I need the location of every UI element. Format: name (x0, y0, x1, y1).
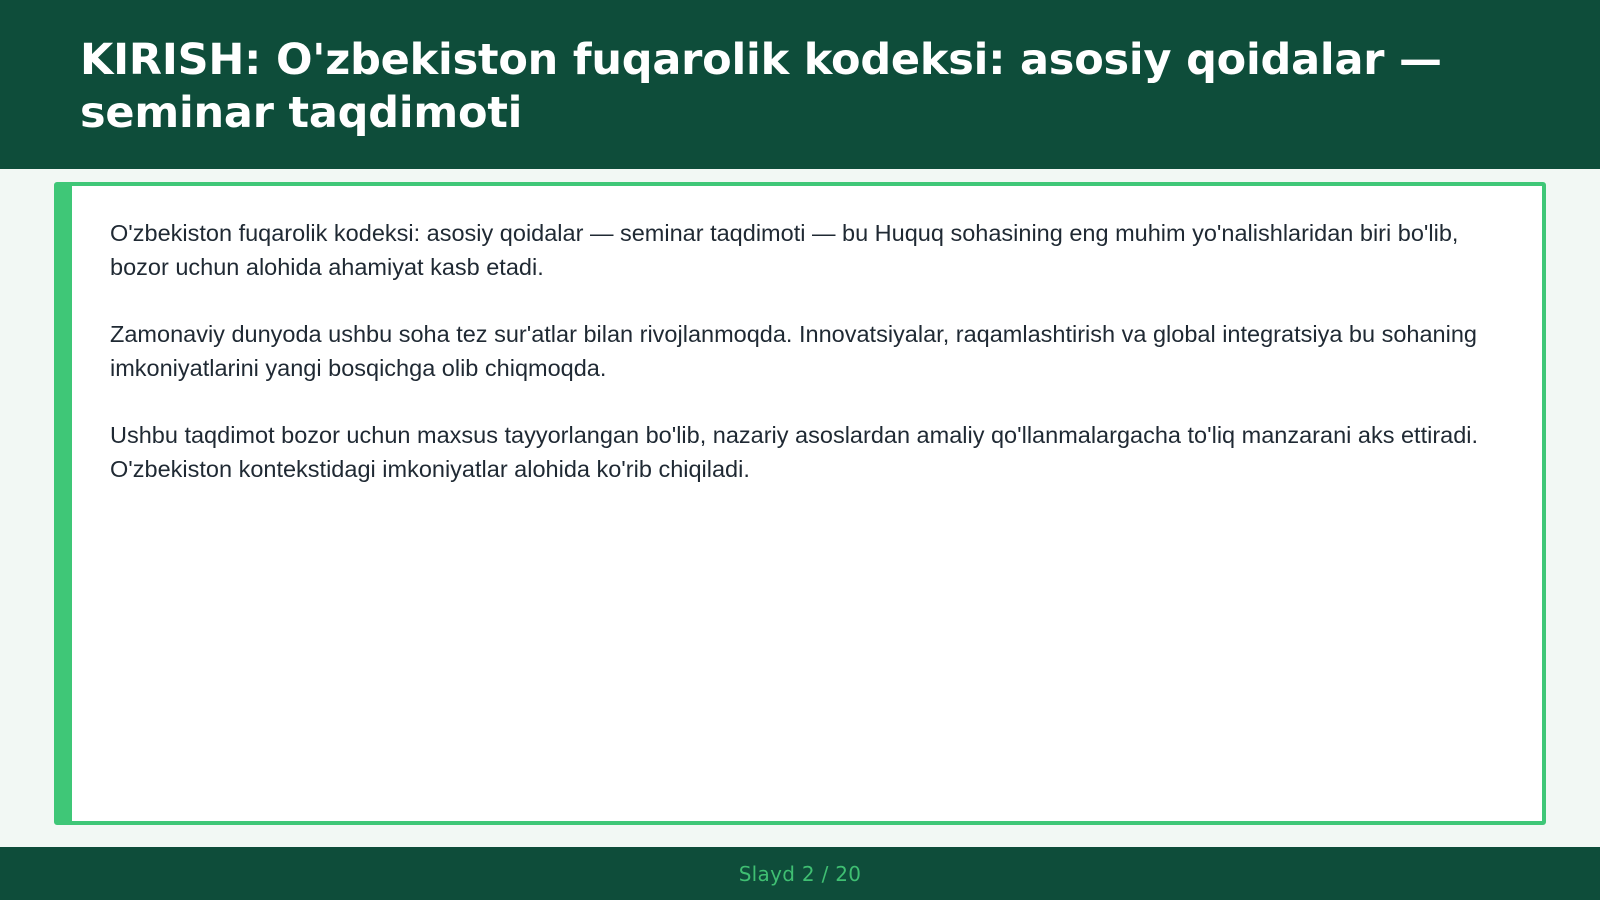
intro-paragraph: O'zbekiston fuqarolik kodeksi: asosiy qoidalar — seminar taqdimoti — bu Huquq sohasining eng muhim yo'nalishlaridan biri bo'lib, bozor uchun alohida ahamiyat kasb etadi. (110, 220, 1459, 280)
slide-counter: Slayd 2 / 20 (738, 861, 862, 886)
modern-world-paragraph: Zamonaviy dunyoda ushbu soha tez sur'atlar bilan rivojlanmoqda. Innovatsiyalar, raqamlashtirish va global integratsiya bu sohaning imkoniyatlarini yangi bosqichga olib chiqmoqda. (110, 321, 1477, 381)
slide-header (0, 0, 1600, 169)
content-card (54, 182, 1546, 825)
slide-footer (0, 847, 1600, 900)
presentation-scope-paragraph: Ushbu taqdimot bozor uchun maxsus tayyorlangan bo'lib, nazariy asoslardan amaliy qo'llanmalargacha to'liq manzarani aks ettiradi. O'zbekiston kontekstidagi imkoniyatlar alohida ko'rib chiqiladi. (110, 422, 1479, 482)
slide-title: KIRISH: O'zbekiston fuqarolik kodeksi: asosiy qoidalar — seminar taqdimoti (80, 35, 1442, 138)
